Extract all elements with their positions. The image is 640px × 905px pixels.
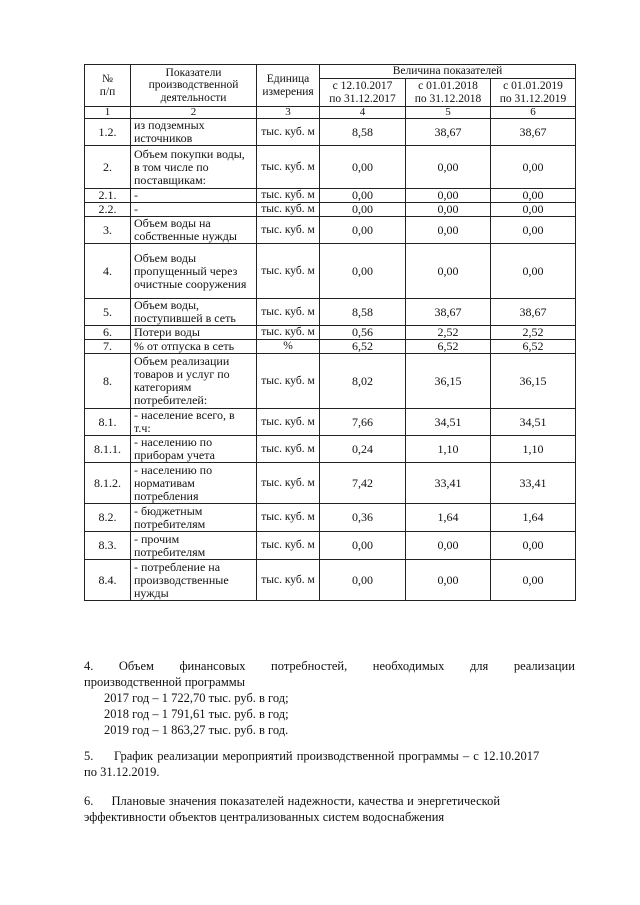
row-value-2019: 34,51 xyxy=(491,409,576,436)
row-value-2017: 0,00 xyxy=(320,203,406,217)
row-number: 3. xyxy=(85,217,131,244)
column-number: 5 xyxy=(406,107,491,119)
section-4-word: для xyxy=(469,659,489,673)
row-unit: тыс. куб. м xyxy=(257,244,320,299)
row-value-2018: 6,52 xyxy=(406,340,491,354)
row-indicator-name: из подземных источников xyxy=(131,119,257,146)
section-4-financial-needs xyxy=(84,658,575,738)
row-indicator-name: - прочим потребителям xyxy=(131,532,257,560)
row-value-2017: 0,56 xyxy=(320,326,406,340)
header-indicator: Показатели производственной деятельности xyxy=(131,65,257,107)
row-indicator-name: Объем реализации товаров и услуг по категориям потребителей: xyxy=(131,354,257,409)
row-indicator-name: - население всего, в т.ч: xyxy=(131,409,257,436)
row-indicator-name: - xyxy=(131,189,257,203)
row-unit: тыс. куб. м xyxy=(257,189,320,203)
column-number: 4 xyxy=(320,107,406,119)
row-unit: тыс. куб. м xyxy=(257,463,320,504)
row-value-2019: 0,00 xyxy=(491,203,576,217)
row-number: 8.1.1. xyxy=(85,436,131,463)
row-number: 8.1.2. xyxy=(85,463,131,504)
row-value-2018: 0,00 xyxy=(406,560,491,601)
row-value-2018: 0,00 xyxy=(406,203,491,217)
header-num: № п/п xyxy=(85,65,131,107)
table-row xyxy=(85,119,576,146)
row-number: 8.2. xyxy=(85,504,131,532)
row-value-2019: 0,00 xyxy=(491,146,576,189)
row-number: 2.2. xyxy=(85,203,131,217)
row-unit: тыс. куб. м xyxy=(257,504,320,532)
section-4-item-2017: 2017 год – 1 722,70 тыс. руб. в год; xyxy=(104,691,289,705)
section-4-word: потребностей, xyxy=(271,659,348,673)
table-row xyxy=(85,436,576,463)
row-indicator-name: - бюджетным потребителям xyxy=(131,504,257,532)
header-period-2018: с 01.01.2018 по 31.12.2018 xyxy=(406,79,491,107)
column-number: 1 xyxy=(85,107,131,119)
row-value-2018: 34,51 xyxy=(406,409,491,436)
row-value-2017: 7,42 xyxy=(320,463,406,504)
row-value-2017: 0,00 xyxy=(320,146,406,189)
section-5-schedule xyxy=(84,748,575,780)
row-value-2017: 0,00 xyxy=(320,560,406,601)
row-unit: тыс. куб. м xyxy=(257,203,320,217)
row-value-2018: 36,15 xyxy=(406,354,491,409)
table-row xyxy=(85,463,576,504)
row-value-2017: 0,36 xyxy=(320,504,406,532)
row-indicator-name: Объем воды пропущенный через очистные сооружения xyxy=(131,244,257,299)
row-value-2017: 8,58 xyxy=(320,299,406,326)
row-unit: тыс. куб. м xyxy=(257,354,320,409)
row-number: 2.1. xyxy=(85,189,131,203)
row-value-2017: 0,00 xyxy=(320,244,406,299)
section-5-line-2: по 31.12.2019. xyxy=(84,765,160,779)
row-value-2018: 38,67 xyxy=(406,119,491,146)
section-4-word: 4. xyxy=(84,659,94,673)
row-number: 7. xyxy=(85,340,131,354)
section-4-line-1 xyxy=(84,658,575,674)
row-number: 8. xyxy=(85,354,131,409)
row-unit: % xyxy=(257,340,320,354)
row-value-2017: 0,00 xyxy=(320,189,406,203)
column-number: 6 xyxy=(491,107,576,119)
table-body xyxy=(85,119,576,601)
row-unit: тыс. куб. м xyxy=(257,560,320,601)
row-value-2019: 36,15 xyxy=(491,354,576,409)
row-value-2018: 1,64 xyxy=(406,504,491,532)
row-value-2018: 0,00 xyxy=(406,146,491,189)
section-4-item-2019: 2019 год – 1 863,27 тыс. руб. в год. xyxy=(104,723,289,737)
row-unit: тыс. куб. м xyxy=(257,532,320,560)
table-row xyxy=(85,299,576,326)
row-unit: тыс. куб. м xyxy=(257,409,320,436)
section-5-line-1: 5. График реализации мероприятий производственной программы – с 12.10.2017 xyxy=(84,749,540,763)
row-unit: тыс. куб. м xyxy=(257,146,320,189)
row-value-2018: 38,67 xyxy=(406,299,491,326)
table-row xyxy=(85,203,576,217)
table-row xyxy=(85,560,576,601)
row-value-2019: 38,67 xyxy=(491,119,576,146)
row-unit: тыс. куб. м xyxy=(257,119,320,146)
row-number: 1.2. xyxy=(85,119,131,146)
section-6-planned-values xyxy=(84,793,575,825)
row-value-2017: 0,24 xyxy=(320,436,406,463)
row-indicator-name: - населению по нормативам потребления xyxy=(131,463,257,504)
row-value-2017: 6,52 xyxy=(320,340,406,354)
table-row xyxy=(85,532,576,560)
row-value-2019: 1,64 xyxy=(491,504,576,532)
section-6-line-2: эффективности объектов централизованных систем водоснабжения xyxy=(84,810,445,824)
section-4-word: Объем xyxy=(118,659,154,673)
row-value-2019: 0,00 xyxy=(491,560,576,601)
row-value-2019: 0,00 xyxy=(491,532,576,560)
header-unit: Единица измерения xyxy=(257,65,320,107)
row-value-2019: 6,52 xyxy=(491,340,576,354)
row-unit: тыс. куб. м xyxy=(257,217,320,244)
row-value-2018: 0,00 xyxy=(406,244,491,299)
row-value-2019: 33,41 xyxy=(491,463,576,504)
table-row xyxy=(85,189,576,203)
row-indicator-name: Объем воды на собственные нужды xyxy=(131,217,257,244)
row-value-2019: 38,67 xyxy=(491,299,576,326)
section-4-word: финансовых xyxy=(179,659,246,673)
table-row xyxy=(85,146,576,189)
section-4-line-2: производственной программы xyxy=(84,675,246,689)
row-indicator-name: - потребление на производственные нужды xyxy=(131,560,257,601)
row-indicator-name: - населению по приборам учета xyxy=(131,436,257,463)
row-indicator-name: Объем воды, поступившей в сеть xyxy=(131,299,257,326)
row-value-2018: 0,00 xyxy=(406,217,491,244)
row-number: 6. xyxy=(85,326,131,340)
row-value-2017: 8,58 xyxy=(320,119,406,146)
row-value-2019: 0,00 xyxy=(491,244,576,299)
row-value-2017: 8,02 xyxy=(320,354,406,409)
section-6-line-1: 6. Плановые значения показателей надежности, качества и энергетической xyxy=(84,794,501,808)
row-value-2018: 2,52 xyxy=(406,326,491,340)
row-value-2019: 1,10 xyxy=(491,436,576,463)
header-values-group: Величина показателей xyxy=(320,65,576,79)
row-value-2019: 2,52 xyxy=(491,326,576,340)
row-number: 8.4. xyxy=(85,560,131,601)
table-row xyxy=(85,340,576,354)
row-indicator-name: % от отпуска в сеть xyxy=(131,340,257,354)
row-unit: тыс. куб. м xyxy=(257,436,320,463)
table-row xyxy=(85,409,576,436)
column-number: 3 xyxy=(257,107,320,119)
table-row xyxy=(85,504,576,532)
production-indicators-table xyxy=(84,64,576,601)
row-value-2018: 1,10 xyxy=(406,436,491,463)
row-unit: тыс. куб. м xyxy=(257,326,320,340)
row-value-2017: 0,00 xyxy=(320,532,406,560)
row-number: 2. xyxy=(85,146,131,189)
row-indicator-name: Потери воды xyxy=(131,326,257,340)
row-value-2018: 0,00 xyxy=(406,532,491,560)
row-number: 8.1. xyxy=(85,409,131,436)
row-value-2018: 0,00 xyxy=(406,189,491,203)
table-row xyxy=(85,354,576,409)
row-value-2019: 0,00 xyxy=(491,189,576,203)
section-4-word: необходимых xyxy=(372,659,445,673)
table-row xyxy=(85,326,576,340)
row-indicator-name: - xyxy=(131,203,257,217)
row-number: 4. xyxy=(85,244,131,299)
table-row xyxy=(85,217,576,244)
table-row xyxy=(85,244,576,299)
column-number-row xyxy=(85,107,576,119)
row-number: 5. xyxy=(85,299,131,326)
header-period-2019: с 01.01.2019 по 31.12.2019 xyxy=(491,79,576,107)
row-unit: тыс. куб. м xyxy=(257,299,320,326)
row-value-2017: 7,66 xyxy=(320,409,406,436)
row-indicator-name: Объем покупки воды, в том числе по поставщикам: xyxy=(131,146,257,189)
header-period-2017: с 12.10.2017 по 31.12.2017 xyxy=(320,79,406,107)
column-number: 2 xyxy=(131,107,257,119)
section-4-word: реализации xyxy=(513,659,575,673)
row-value-2019: 0,00 xyxy=(491,217,576,244)
row-number: 8.3. xyxy=(85,532,131,560)
row-value-2017: 0,00 xyxy=(320,217,406,244)
row-value-2018: 33,41 xyxy=(406,463,491,504)
section-4-item-2018: 2018 год – 1 791,61 тыс. руб. в год; xyxy=(104,707,289,721)
